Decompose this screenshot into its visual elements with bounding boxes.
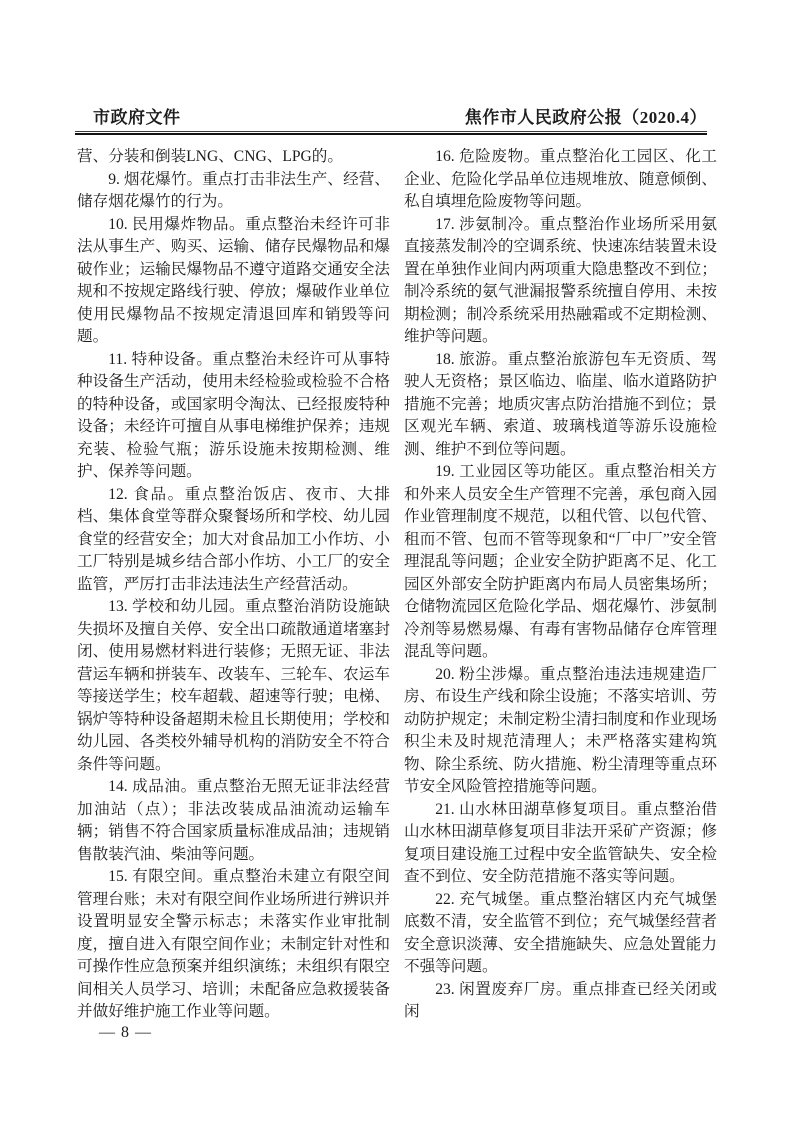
paragraph-item-10: 10. 民用爆炸物品。重点整治未经许可非法从事生产、购买、运输、储存民爆物品和爆破作业；运输民爆物品不遵守道路交通安全法规和不按规定路线行驶、停放；爆破作业单位使用民爆物品不按规定清退回库和销毁等问题。 (77, 215, 390, 345)
paragraph-item-21: 21. 山水林田湖草修复项目。重点整治借山水林田湖草修复项目非法开采矿产资源；修复项目建设施工过程中安全监管缺失、安全检查不到位、安全防范措施不落实等问题。 (404, 800, 717, 885)
paragraph-item-20: 20. 粉尘涉爆。重点整治违法违规建造厂房、布设生产线和除尘设施；不落实培训、劳动防护规定；未制定粉尘清扫制度和作业现场积尘未及时规范清理人；未严格落实建构筑物、除尘系统、防火措施、粉尘清理等重点环节安全风险管控措施等问题。 (404, 665, 717, 795)
paragraph-item-12: 12. 食品。重点整治饭店、夜市、大排档、集体食堂等群众聚餐场所和学校、幼儿园食堂的经营安全；加大对食品加工小作坊、小工厂特别是城乡结合部小作坊、小工厂的安全监管，严厉打击非法违法生产经营活动。 (77, 485, 390, 593)
page-header (93, 107, 707, 129)
left-column (77, 146, 390, 1024)
paragraph-item-15: 15. 有限空间。重点整治未建立有限空间管理台账；未对有限空间作业场所进行辨识并设置明显安全警示标志；未落实作业审批制度，擅自进入有限空间作业；未制定针对性和可操作性应急预案并组织演练；未组织有限空间相关人员学习、培训；未配备应急救援装备并做好维护施工作业等问题。 (77, 868, 390, 1020)
page-footer (99, 1022, 152, 1044)
page-number: — 8 — (99, 1024, 152, 1041)
page-body (77, 146, 717, 1024)
header-rule (75, 131, 707, 135)
paragraph-continuation: 营、分装和倒装LNG、CNG、LPG的。 (77, 148, 343, 165)
right-column (404, 146, 717, 1024)
paragraph-item-23: 23. 闲置废弃厂房。重点排查已经关闭或闲 (404, 980, 717, 1020)
paragraph-item-11: 11. 特种设备。重点整治未经许可从事特种设备生产活动，使用未经检验或检验不合格的特种设备，或国家明令淘汰、已经报废特种设备；未经许可擅自从事电梯维护保养；违规充装、检验气瓶；游乐设施未按期检测、维护、保养等问题。 (77, 350, 390, 480)
paragraph-item-13: 13. 学校和幼儿园。重点整治消防设施缺失损坏及擅自关停、安全出口疏散通道堵塞封闭、使用易燃材料进行装修；无照无证、非法营运车辆和拼装车、改装车、三轮车、农运车等接送学生；校车超载、超速等行驶；电梯、锅炉等特种设备超期未检且长期使用；学校和幼儿园、各类校外辅导机构的消防安全不符合条件等问题。 (77, 598, 390, 773)
header-right-title: 焦作市人民政府公报（2020.4） (464, 108, 707, 127)
paragraph-item-18: 18. 旅游。重点整治旅游包车无资质、驾驶人无资格；景区临边、临崖、临水道路防护措施不完善；地质灾害点防治措施不到位；景区观光车辆、索道、玻璃栈道等游乐设施检测、维护不到位等问题。 (404, 350, 717, 458)
paragraph-item-9: 9. 烟花爆竹。重点打击非法生产、经营、储存烟花爆竹的行为。 (77, 170, 390, 210)
header-left-title: 市政府文件 (93, 108, 181, 127)
paragraph-item-16: 16. 危险废物。重点整治化工园区、化工企业、危险化学品单位违规堆放、随意倾倒、私自填埋危险废物等问题。 (404, 148, 717, 210)
paragraph-item-14: 14. 成品油。重点整治无照无证非法经营加油站（点）；非法改装成品油流动运输车辆；销售不符合国家质量标准成品油；违规销售散装汽油、柴油等问题。 (77, 778, 390, 863)
paragraph-item-17: 17. 涉氨制冷。重点整治作业场所采用氨直接蒸发制冷的空调系统、快速冻结装置未设置在单独作业间内两项重大隐患整改不到位；制冷系统的氨气泄漏报警系统擅自停用、未按期检测；制冷系统采用热融霜或不定期检测、维护等问题。 (404, 215, 717, 345)
paragraph-item-22: 22. 充气城堡。重点整治辖区内充气城堡底数不清，安全监管不到位；充气城堡经营者安全意识淡薄、安全措施缺失、应急处置能力不强等问题。 (404, 890, 717, 975)
paragraph-item-19: 19. 工业园区等功能区。重点整治相关方和外来人员安全生产管理不完善，承包商入园作业管理制度不规范，以租代管、以包代管、租而不管、包而不管等现象和“厂中厂”安全管理混乱等问题；企业安全防护距离不足、化工园区外部安全防护距离内布局人员密集场所；仓储物流园区危险化学品、烟花爆竹、涉氨制冷剂等易燃易爆、有毒有害物品储存仓库管理混乱等问题。 (404, 463, 717, 660)
